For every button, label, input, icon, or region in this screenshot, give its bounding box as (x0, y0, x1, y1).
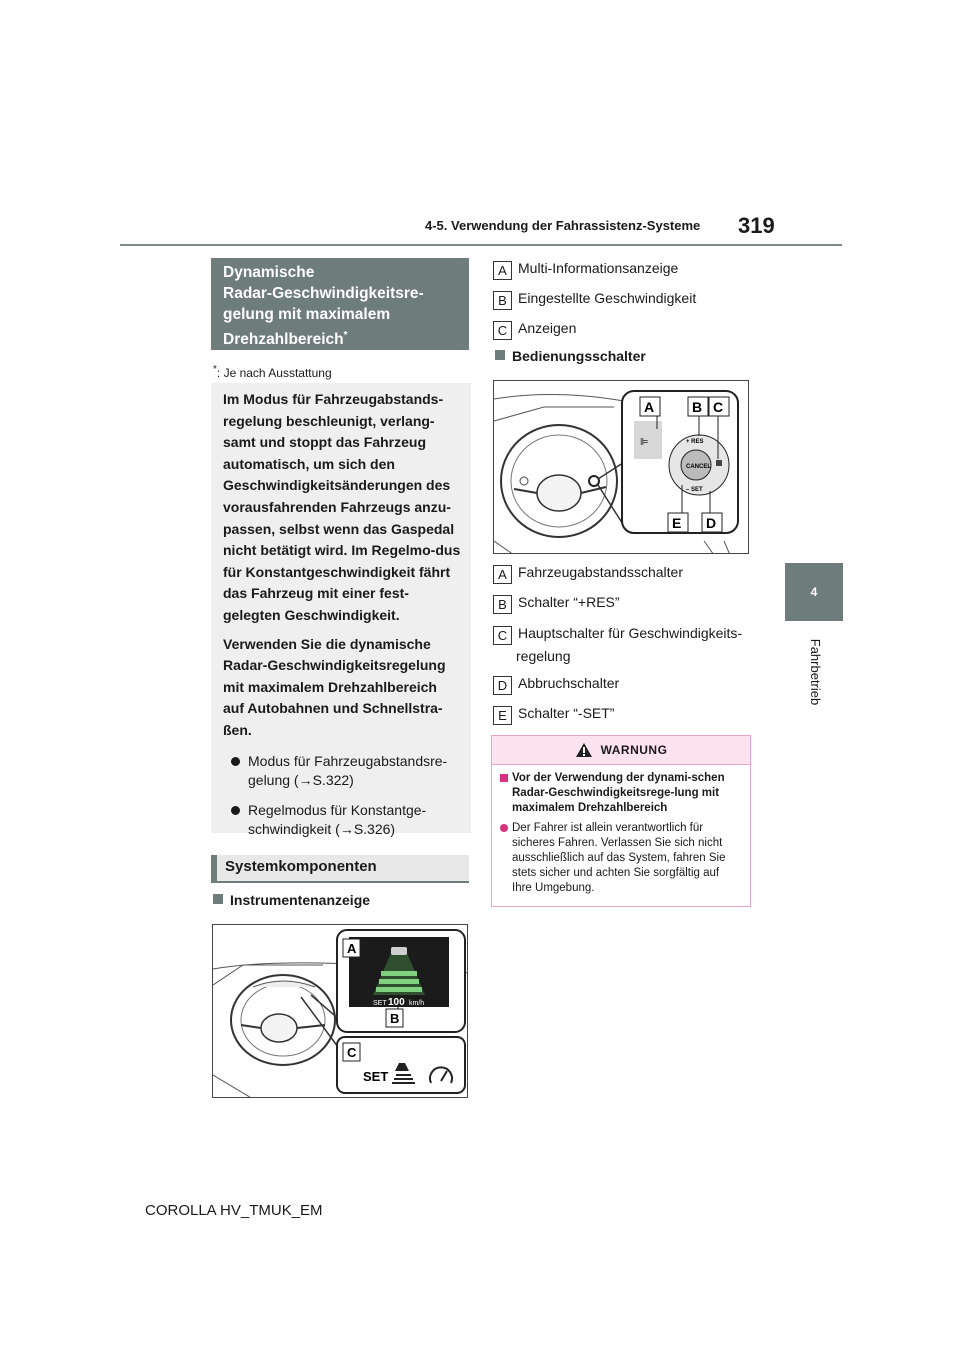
instrument-illustration (213, 925, 468, 1098)
warning-icon (575, 742, 593, 758)
title-line: Radar-Geschwindigkeitsre- (223, 285, 424, 302)
legend-item: B Schalter “+RES” (493, 592, 753, 614)
warning-box (491, 735, 751, 907)
speed-value: 100 (388, 997, 405, 1008)
switches-heading: Bedienungsschalter (495, 348, 646, 364)
chapter-number: 4 (810, 585, 818, 599)
legend-item: A Fahrzeugabstandsschalter (493, 562, 753, 584)
legend-letter: A (493, 261, 512, 280)
callout-e: E (672, 515, 682, 531)
legend-item: A Multi-Informationsanzeige (493, 258, 753, 280)
callout-a: A (644, 399, 655, 415)
section-title-box (211, 258, 469, 350)
instrument-figure (212, 924, 468, 1098)
header-rule (120, 244, 842, 246)
distance-switch-icon: ⊫ (640, 437, 649, 448)
title-line: Drehzahlbereich* (223, 330, 348, 349)
list-item[interactable]: Regelmodus für Konstantge-schwindigkeit (→S.326) (223, 801, 461, 839)
speed-prefix: SET (373, 1000, 387, 1007)
callout-b: B (390, 1011, 400, 1026)
warning-text: Der Fahrer ist allein verantwortlich für sicheres Fahren. Verlassen Sie sich nicht ausschließlich auf das System, fahren Sie stets sicher und achten Sie sorgfältig auf Ihre Umgebung. (500, 821, 742, 896)
footnote-marker: * (343, 330, 348, 341)
callout-c: C (713, 399, 724, 415)
mode-list (223, 752, 461, 839)
systemkomponenten-heading: Systemkomponenten (211, 855, 469, 883)
section-title: 4-5. Verwendung der Fahrassistenz-Systeme (425, 218, 701, 233)
callout-a: A (347, 941, 357, 956)
legend-letter: B (493, 291, 512, 310)
set-indicator: SET (363, 1069, 389, 1084)
legend-item: C Anzeigen (493, 318, 753, 340)
square-bullet-icon (495, 350, 505, 360)
callout-c: C (347, 1045, 357, 1060)
cancel-label: CANCEL (686, 464, 711, 470)
intro-paragraph: Verwenden Sie die dynamische Radar-Geschwindigkeitsregelung mit maximalem Drehzahlbereich auf Autobahnen und Schnellstra-ßen. (223, 635, 446, 738)
switches-illustration (494, 381, 749, 554)
legend-letter: C (493, 321, 512, 340)
title-line: Dynamische (223, 264, 315, 281)
legend-letter: C (493, 626, 512, 645)
legend-item: C Hauptschalter für Geschwindigkeits- regelung (493, 622, 753, 667)
legend-letter: D (493, 676, 512, 695)
chapter-label: Fahrbetrieb (808, 638, 823, 706)
title-line: gelung mit maximalem (223, 306, 391, 323)
legend-item: B Eingestellte Geschwindigkeit (493, 288, 753, 310)
speed-unit: km/h (409, 1000, 425, 1007)
set-label: – SET (686, 487, 703, 493)
warning-header (492, 736, 750, 765)
legend-letter: B (493, 595, 512, 614)
legend-item: D Abbruchschalter (493, 673, 753, 695)
legend-letter: E (493, 706, 512, 725)
callout-b: B (692, 399, 703, 415)
warning-subheading: Vor der Verwendung der dynami-schen Radar-Geschwindigkeitsrege-lung mit maximalem Drehzahlbereich (500, 771, 742, 816)
intro-paragraph: Im Modus für Fahrzeugabstands-regelung beschleunigt, verlang-samt und stoppt das Fahrzeug automatisch, um sich den Geschwindigkeitsänderungen des vorausfahrenden Fahrzeugs anzu-passen, selbst wenn das Gaspedal nicht betätigt wird. Im Regelmo-dus für Konstantgeschwindigkeit fährt das Fahrzeug mit einer fest-gelegten Geschwindigkeit. (223, 391, 461, 623)
page-number: 319 (738, 213, 775, 238)
legend-item: E Schalter “-SET” (493, 703, 753, 725)
callout-d: D (706, 515, 717, 531)
footer-model: COROLLA HV_TMUK_EM (145, 1202, 323, 1219)
res-label: + RES (686, 439, 704, 445)
switches-figure (493, 380, 749, 554)
footnote: *: Je nach Ausstattung (213, 364, 332, 380)
legend-letter: A (493, 565, 512, 584)
warning-title: WARNUNG (600, 743, 668, 757)
instrument-heading: Instrumentenanzeige (213, 892, 370, 908)
square-bullet-icon (213, 894, 223, 904)
list-item[interactable]: Modus für Fahrzeugabstandsre-gelung (→S.322) (223, 752, 461, 790)
intro-box (211, 383, 471, 837)
